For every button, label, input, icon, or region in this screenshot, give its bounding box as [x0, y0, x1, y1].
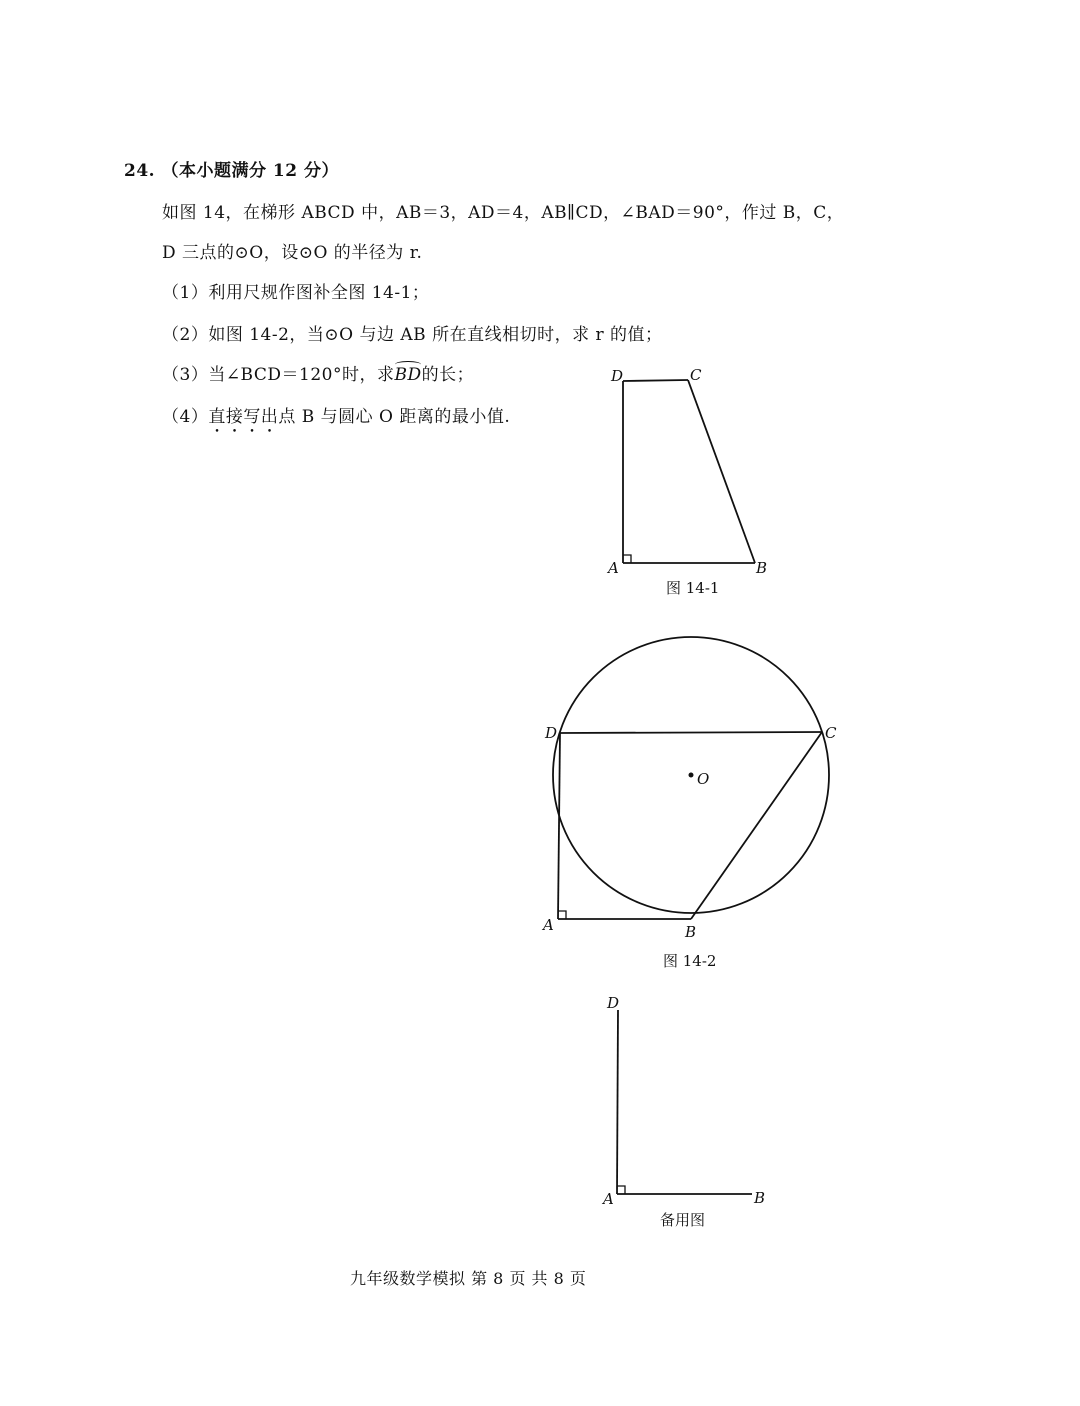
- label-b: B: [754, 1189, 766, 1207]
- sub-question-3-suffix: 的长；: [421, 365, 475, 385]
- segment-bc: [691, 732, 822, 919]
- score-note: （本小题满分 12 分）: [161, 161, 339, 181]
- label-b: B: [685, 923, 697, 941]
- page-footer: 九年级数学模拟 第 8 页 共 8 页: [350, 1269, 587, 1288]
- label-a: A: [608, 559, 619, 577]
- right-angle-mark: [623, 555, 631, 563]
- figure-14-1: [623, 380, 755, 563]
- label-a: A: [603, 1190, 614, 1208]
- label-d: D: [611, 367, 624, 385]
- label-c: C: [825, 724, 837, 742]
- figure-14-1-labels: [606, 366, 767, 577]
- arc-bd-symbol: BD: [394, 365, 422, 385]
- question-stem-line1: 如图 14，在梯形 ABCD 中，AB＝3，AD＝4，AB∥CD，∠BAD＝90°，作过 B，C，: [162, 203, 845, 223]
- sub-question-2: （2）如图 14-2，当⊙O 与边 AB 所在直线相切时，求 r 的值；: [162, 325, 663, 345]
- sub-question-3-prefix: （3）当∠BCD＝120°时，求: [162, 365, 395, 385]
- sub-question-1: （1）利用尺规作图补全图 14-1；: [162, 283, 430, 303]
- center-o-dot: [689, 773, 694, 778]
- right-angle-mark: [558, 911, 566, 919]
- segment-dc: [623, 380, 688, 381]
- label-d: D: [545, 724, 558, 742]
- label-c: C: [690, 366, 702, 384]
- label-b: B: [756, 559, 768, 577]
- figure-backup-labels: [601, 994, 765, 1208]
- caption-backup-figure: 备用图: [660, 1211, 706, 1229]
- segment-ad: [558, 733, 560, 919]
- segment-cb: [688, 380, 755, 563]
- label-a: A: [543, 916, 554, 934]
- sub-question-4-prefix: （4）: [162, 407, 209, 427]
- right-angle-mark: [617, 1186, 625, 1194]
- figure-14-2-labels: [541, 724, 837, 941]
- emphasized-text: 直接写出: [208, 407, 279, 427]
- segment-ad: [617, 1010, 618, 1194]
- segment-dc: [560, 732, 822, 733]
- figure-14-2: [553, 637, 829, 919]
- question-stem-line2: D 三点的⊙O，设⊙O 的半径为 r.: [162, 243, 423, 263]
- label-d: D: [607, 994, 620, 1012]
- figure-backup: [617, 1010, 752, 1194]
- caption-figure-14-1: 图 14-1: [666, 579, 720, 597]
- label-o: O: [697, 770, 710, 788]
- question-number: 24.: [124, 161, 156, 181]
- caption-figure-14-2: 图 14-2: [663, 952, 717, 970]
- sub-question-4-suffix: 点 B 与圆心 O 距离的最小值.: [278, 407, 511, 427]
